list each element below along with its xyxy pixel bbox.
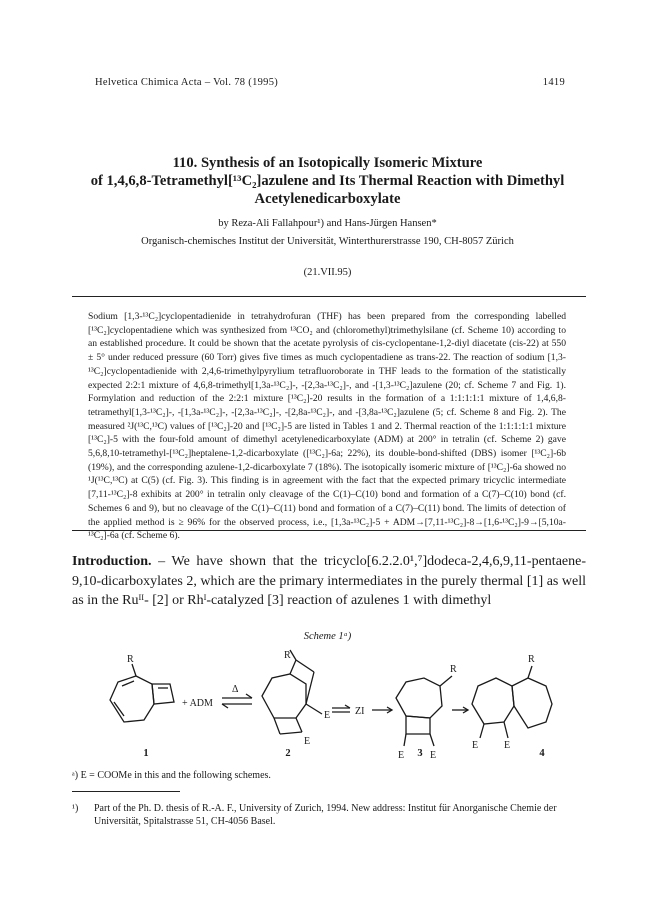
tricyclic-structure-3: [396, 676, 452, 746]
heat-label: Δ: [232, 684, 239, 695]
scheme-title: Scheme 1ᵃ): [303, 631, 352, 642]
title-line-1: 110. Synthesis of an Isotopically Isomeric Mixture: [172, 155, 483, 171]
abstract: Sodium [1,3-¹³C₂]cyclopentadienide in tetrahydrofuran (THF) has been prepared from the corresponding labelled [¹³C₂]cyclopentadiene which was synthesized from ¹³CO₂ and (chloromethyl)trimethylsilane (cf. Scheme 10) according to an established procedure. It could be shown that the acetate pyrolysis of cis-cyclopentane-1,2-diyl diacetate (cis-22) at 550 ± 5° under reduced pressure (60 Torr) gives five times as much cyclopentadiene as trans-22. The reaction of sodium [1,3-¹³C₂]cyclopentadienide with 2,4,6-trimethylpyrylium tetrafluoroborate in THF leads to the formation of the statistically expected 2:2:1 mixture of 4,6,8-trimethyl[1,3a-¹³C₂]-, -[2,3a-¹³C₂]-, and -[1,3-¹³C₂]azulene (20; cf. Scheme 7 and Fig. 1). Formylation and reduction of the 2:2:1 mixture [¹³C₂]-20 results in the formation of a 1:1:1:1:1 mixture of 1,4,6,8-tetramethyl[1,3-¹³C₂]-, -[1,3a-¹³C₂]-, -[2,3a-¹³C₂]-, -[2,8a-¹³C₂]-, and -[3,8a-¹³C₂]azulene (5; cf. Scheme 8 and Fig. 2). The measured ²J(¹³C,¹³C) values of [¹³C₂]-20 and [¹³C₂]-5 are listed in Tables 1 and 2. Thermal reaction of the 1:1:1:1:1 mixture [¹³C₂]-5 with the four-fold amount of dimethyl acetylenedicarboxylate (ADM) at 200° in tetralin (cf. Scheme 2) gave 5,6,8,10-tetramethyl-[¹³C₂]heptalene-1,2-dicarboxylate ([¹³C₂]-6a; 22%), its double-bond-shifted (DBS) isomer [¹³C₂]-6b (19%), and the corresponding azulene-1,2-dicarboxylate 7 (18%). The isotopically isomeric mixture of [¹³C₂]-6a showed no ¹J(¹³C,¹³C) at C(5) (cf. Fig. 3). This finding is in agreement with the fact that the expected primary tricyclic intermediate [7,11-¹³C₂]-8 exhibits at 200° in tetralin only cleavage of the C(1)–C(10) bond and formation of a C(7)–C(10) bond (cf. Schemes 6 and 9), but no cleavage of the C(1)–C(11) bond and formation of a C(7)–C(11) bond. The limits of detection of the applied method is ≥ 96% for the observed process, i.e., [1,3a-¹³C₂]-5 + ADM→[7,11-¹³C₂]-8→[1,6-¹³C₂]-9→[5,10a-¹³C₂]-6a (cf. Scheme 6).: [88, 311, 566, 542]
footnote-number: ¹): [72, 803, 79, 814]
e-label-2b: E: [304, 736, 311, 747]
introduction-text: – We have shown that the tricyclo[6.2.2.0¹,⁷]dodeca-2,4,6,9,11-pentaene-9,10-dicarboxylates 2, which are the primary intermediates in the purely thermal [1] as well as in the Ruᴵᴵ- [2] or Rhᴵ-catalyzed [3] reaction of azulenes 1 with dimethyl: [72, 554, 586, 608]
footnote-text: Part of the Ph. D. thesis of R.-A. F., University of Zurich, 1994. New address: Institut für Anorganische Chemie der Universität, Spitalstrasse 51, CH-4056 Basel.: [94, 803, 557, 827]
page-number: 1419: [542, 77, 565, 88]
r-label-3: R: [450, 664, 457, 675]
introduction-paragraph: [72, 552, 586, 611]
running-head: [95, 77, 565, 88]
zi-label: ZI: [355, 706, 365, 717]
r-label-2: R: [284, 650, 291, 661]
adm-label: + ADM: [182, 698, 213, 709]
compound-label-4: 4: [539, 748, 545, 759]
compound-label-3: 3: [417, 748, 423, 759]
e-label-4a: E: [472, 740, 479, 751]
received-date: (21.VII.95): [303, 267, 352, 278]
abstract-top-rule: [72, 296, 586, 297]
compound-label-1: 1: [143, 748, 149, 759]
e-label-3b: E: [430, 750, 437, 761]
e-label-2a: E: [324, 710, 331, 721]
equilibrium-arrow-2: [332, 705, 350, 712]
scheme-1-diagram: [100, 648, 570, 768]
title-line-2: of 1,4,6,8-Tetramethyl[¹³C₂]azulene and Its Thermal Reaction with Dimethyl: [90, 173, 565, 189]
title-line-3: Acetylenedicarboxylate: [254, 191, 401, 207]
affiliation: Organisch-chemisches Institut der Universität, Winterthurerstrasse 190, CH-8057 Zürich: [141, 236, 514, 247]
e-label-3a: E: [398, 750, 405, 761]
article-title: [60, 154, 595, 208]
azulene-structure-1: [110, 664, 174, 722]
journal-name: Helvetica Chimica Acta – Vol. 78 (1995): [95, 77, 279, 88]
scheme-footnote: ᵃ) E = COOMe in this and the following schemes.: [72, 770, 271, 781]
abstract-bottom-rule: [72, 530, 586, 531]
footnote-rule: [72, 791, 180, 792]
introduction-heading: Introduction.: [72, 554, 152, 569]
compound-label-2: 2: [285, 748, 291, 759]
tricyclic-structure-2: [262, 650, 322, 734]
e-label-4b: E: [504, 740, 511, 751]
r-label-1: R: [127, 654, 134, 665]
heptalene-structure-4: [472, 666, 552, 738]
r-label-4: R: [528, 654, 535, 665]
equilibrium-arrow-1: [222, 694, 252, 708]
authors: by Reza-Ali Fallahpour¹) and Hans-Jürgen Hansen*: [218, 218, 437, 229]
